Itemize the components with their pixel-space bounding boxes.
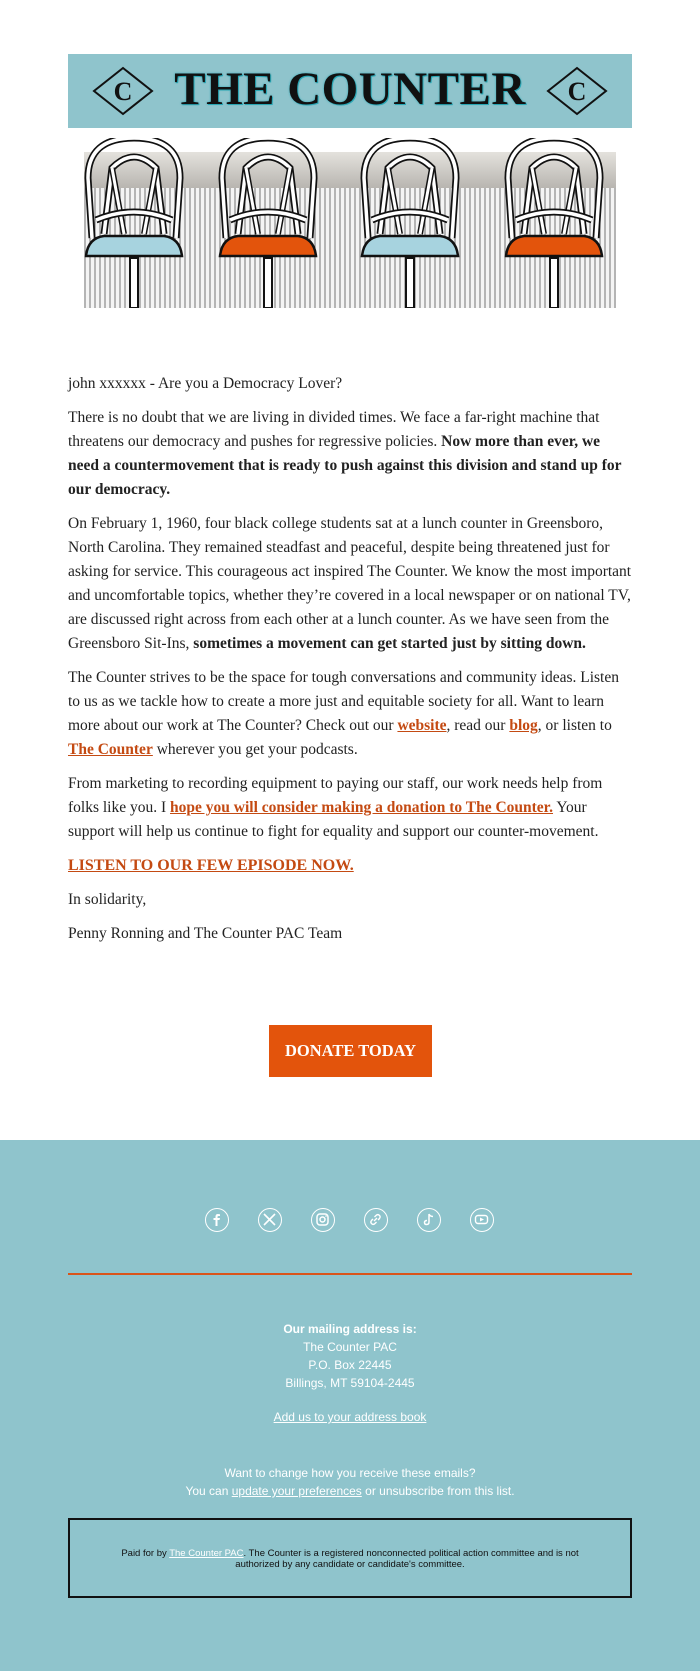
paragraph-1 [68,406,634,502]
paid-for-prefix: Paid for by [121,1548,170,1559]
p2-text: On February 1, 1960, four black college students sat at a lunch counter in Greensboro, North Carolina. They remained steadfast and peaceful, despite being threatened just for asking for service. This courageous act inspired The Counter. We know the most important and uncomfortable topics, whether they’re covered in a local newspaper or on national TV, are discussed right across from each other at a lunch counter. As we have seen from the Greensboro Sit-Ins, [68,515,632,652]
badge-letter-left: C [113,77,133,106]
header-banner [68,54,632,128]
paragraph-2 [68,512,634,656]
mailing-address [0,1320,700,1392]
paid-for-by-text [106,1548,594,1570]
mailing-heading: Our mailing address is: [283,1322,417,1336]
link-icon[interactable] [364,1208,388,1232]
the-counter-podcast-link[interactable]: The Counter [68,741,153,758]
change-line: Want to change how you receive these emails? [224,1466,476,1480]
paragraph-4 [68,772,634,844]
p1-text: There is no doubt that we are living in divided times. We face a far-right machine that threatens our democracy and pushes for regressive policies. [68,409,600,450]
p3-c: , or listen to [537,717,612,734]
masthead-title: THE COUNTER [174,63,526,115]
add-address-book-link[interactable]: Add us to your address book [273,1410,427,1424]
p3-a: The Counter strives to be the space for tough conversations and community ideas. Listen to us as we tackle how to create a more just and equitable society for all. Want to learn more about our work at The Counter? Check out our [68,669,619,734]
youtube-icon[interactable] [470,1208,494,1232]
paid-for-rest: . The Counter is a registered nonconnected political action committee and is not authorized by any candidate or candidate's committee. [235,1548,579,1570]
update-preferences-link[interactable]: update your preferences [231,1484,362,1498]
paid-for-by-box [68,1518,632,1598]
listen-paragraph [68,854,634,878]
counter-pac-link[interactable]: The Counter PAC [169,1548,244,1559]
facebook-icon[interactable] [205,1208,229,1232]
p2-bold: sometimes a movement can get started just by sitting down. [193,635,586,652]
signoff: In solidarity, [68,891,147,908]
c-diamond-logo-right [546,66,608,116]
preferences-text [0,1464,700,1500]
you-can-text: You can [185,1484,232,1498]
prefs-line [0,1482,700,1500]
p4-a: From marketing to recording equipment to paying our staff, our work needs help from folks like you. I [68,775,603,816]
greeting: john xxxxxx - Are you a Democracy Lover? [68,375,343,392]
paragraph-3 [68,666,634,762]
instagram-icon[interactable] [311,1208,335,1232]
x-icon[interactable] [258,1208,282,1232]
social-icons [0,1208,700,1234]
p1-bold: Now more than ever, we need a countermovement that is ready to push against this division and stand up for our democracy. [68,433,622,498]
footer [0,1140,700,1671]
unsubscribe-text: or unsubscribe from this list. [361,1484,515,1498]
donation-link[interactable]: hope you will consider making a donation to The Counter. [170,799,554,816]
email-body [68,372,634,956]
org-name: The Counter PAC [303,1340,397,1354]
p4-b: Your support will help us continue to fight for equality and support our counter-movement. [68,799,599,840]
p3-b: , read our [446,717,510,734]
listen-episode-link[interactable]: LISTEN TO OUR FEW EPISODE NOW. [68,857,354,874]
signature: Penny Ronning and The Counter PAC Team [68,925,343,942]
p3-d: wherever you get your podcasts. [152,741,358,758]
blog-link[interactable]: blog [509,717,538,734]
badge-letter-right: C [567,77,587,106]
city-line: Billings, MT 59104-2445 [285,1376,415,1390]
donate-today-button[interactable]: DONATE TODAY [269,1025,432,1077]
footer-divider [68,1273,632,1275]
lunch-counter-stools-illustration [84,138,616,308]
po-box: P.O. Box 22445 [308,1358,392,1372]
tiktok-icon[interactable] [417,1208,441,1232]
website-link[interactable]: website [397,717,447,734]
